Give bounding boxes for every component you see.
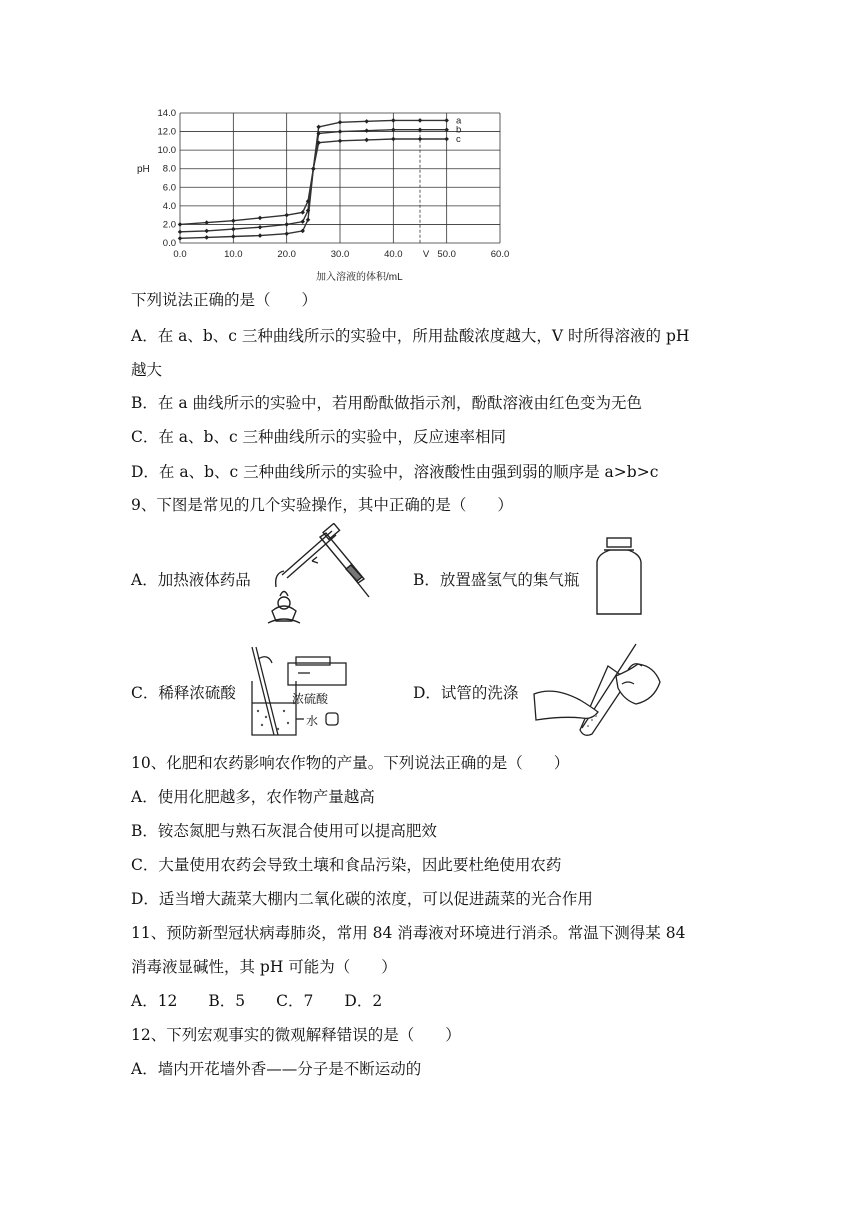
- data-point-c: [444, 137, 449, 142]
- y-axis-label: pH: [137, 164, 150, 175]
- test-tube-washing-illustration: [532, 640, 664, 738]
- x-tick-label: 10.0: [224, 249, 243, 260]
- q8-option-c: C．在 a、b、c 三种曲线所示的实验中，反应速率相同: [131, 428, 507, 446]
- titration-chart: [128, 100, 528, 290]
- data-point-b: [178, 230, 183, 235]
- label-concentrated-acid: 浓硫酸: [292, 692, 329, 706]
- x-tick-label: 20.0: [277, 249, 296, 260]
- x-tick-labels: [173, 249, 509, 260]
- series-line-c: [180, 139, 447, 224]
- heating-liquid-illustration: [262, 523, 377, 628]
- data-point-a: [418, 118, 423, 123]
- q10-option-b: B．铵态氮肥与熟石灰混合使用可以提高肥效: [131, 822, 437, 840]
- x-tick-label: 50.0: [437, 249, 456, 260]
- x-tick-label: 0.0: [173, 249, 187, 260]
- q8-option-d: D．在 a、b、c 三种曲线所示的实验中，溶液酸性由强到弱的顺序是 a>b>c: [131, 463, 659, 481]
- y-tick-labels: [158, 108, 177, 249]
- data-point-a: [178, 236, 183, 241]
- data-point-c: [391, 137, 396, 142]
- data-point-c: [300, 210, 305, 215]
- data-point-b: [300, 219, 305, 224]
- q9-stem: 9、下图是常见的几个实验操作，其中正确的是（ ）: [131, 496, 513, 514]
- x-axis-label: 加入溶液的体积/mL: [316, 272, 403, 283]
- data-point-a: [204, 235, 209, 240]
- data-point-c: [258, 216, 263, 221]
- label-water: 水: [306, 714, 319, 728]
- q8-option-b: B．在 a 曲线所示的实验中，若用酚酞做指示剂，酚酞溶液由红色变为无色: [131, 394, 642, 412]
- q10-stem: 10、化肥和农药影响农作物的产量。下列说法正确的是（ ）: [131, 754, 570, 772]
- y-tick-label: 14.0: [157, 108, 176, 119]
- series-label-c: c: [456, 134, 461, 145]
- q11-line1: 11、预防新型冠状病毒肺炎，常用 84 消毒液对环境进行消杀。常温下测得某 84: [131, 924, 686, 942]
- q11-options: A．12 B．5 C．7 D．2: [131, 992, 383, 1010]
- data-point-c: [178, 222, 183, 227]
- series-line-a: [180, 120, 447, 238]
- q10-option-d: D．适当增大蔬菜大棚内二氧化碳的浓度，可以促进蔬菜的光合作用: [131, 890, 593, 908]
- data-point-b: [204, 229, 209, 234]
- data-point-a: [338, 120, 343, 125]
- data-point-a: [444, 118, 449, 123]
- data-point-c: [311, 166, 316, 171]
- x-tick-label: 40.0: [384, 249, 403, 260]
- q9-option-b: B．放置盛氢气的集气瓶: [413, 571, 580, 589]
- data-point-b: [364, 128, 369, 133]
- data-point-a: [284, 231, 289, 236]
- q10-option-a: A．使用化肥越多，农作物产量越高: [131, 788, 375, 806]
- data-point-c: [338, 139, 343, 144]
- data-point-c: [284, 213, 289, 218]
- series-label-a: a: [456, 115, 462, 127]
- data-point-b: [231, 227, 236, 232]
- q10-option-c: C．大量使用农药会导致土壤和食品污染，因此要杜绝使用农药: [131, 856, 562, 874]
- data-point-b: [284, 222, 289, 227]
- q8-option-a-line1: A．在 a、b、c 三种曲线所示的实验中，所用盐酸浓度越大，V 时所得溶液的 pH: [131, 327, 690, 345]
- data-point-c: [231, 218, 236, 223]
- y-tick-label: 10.0: [157, 145, 176, 157]
- q12-option-a: A．墙内开花墙外香——分子是不断运动的: [131, 1060, 422, 1078]
- q11-line2: 消毒液显碱性，其 pH 可能为（ ）: [131, 958, 397, 976]
- q9-option-c: C．稀释浓硫酸: [131, 684, 236, 702]
- y-tick-label: 8.0: [162, 163, 176, 175]
- gas-jar-illustration: [590, 536, 648, 620]
- chart-series: [178, 115, 462, 240]
- data-point-a: [231, 234, 236, 239]
- data-point-a: [258, 233, 263, 238]
- data-point-b: [258, 225, 263, 230]
- data-point-a: [316, 125, 321, 130]
- data-point-a: [391, 118, 396, 123]
- y-tick-label: 2.0: [162, 219, 176, 231]
- dilute-acid-illustration: [248, 643, 353, 738]
- data-point-b: [338, 129, 343, 134]
- data-point-c: [418, 137, 423, 142]
- series-line-b: [180, 130, 447, 232]
- x-tick-label: 60.0: [490, 249, 510, 260]
- data-point-a: [306, 218, 311, 223]
- y-tick-label: 4.0: [162, 200, 176, 212]
- data-point-a: [300, 229, 305, 234]
- q8-stem: 下列说法正确的是（ ）: [131, 291, 318, 309]
- y-tick-label: 0.0: [162, 238, 176, 249]
- x-tick-label: 30.0: [330, 249, 350, 260]
- v-marker-label: V: [422, 249, 430, 260]
- series-label-b: b: [456, 124, 462, 136]
- q8-option-a-line2: 越大: [131, 361, 163, 379]
- data-point-c: [364, 138, 369, 143]
- y-tick-label: 12.0: [157, 126, 176, 138]
- data-point-a: [364, 119, 369, 124]
- y-tick-label: 6.0: [162, 182, 176, 194]
- q12-stem: 12、下列宏观事实的微观解释错误的是（ ）: [131, 1026, 461, 1044]
- q9-option-d: D．试管的洗涤: [413, 684, 519, 702]
- q9-option-a: A．加热液体药品: [131, 571, 251, 589]
